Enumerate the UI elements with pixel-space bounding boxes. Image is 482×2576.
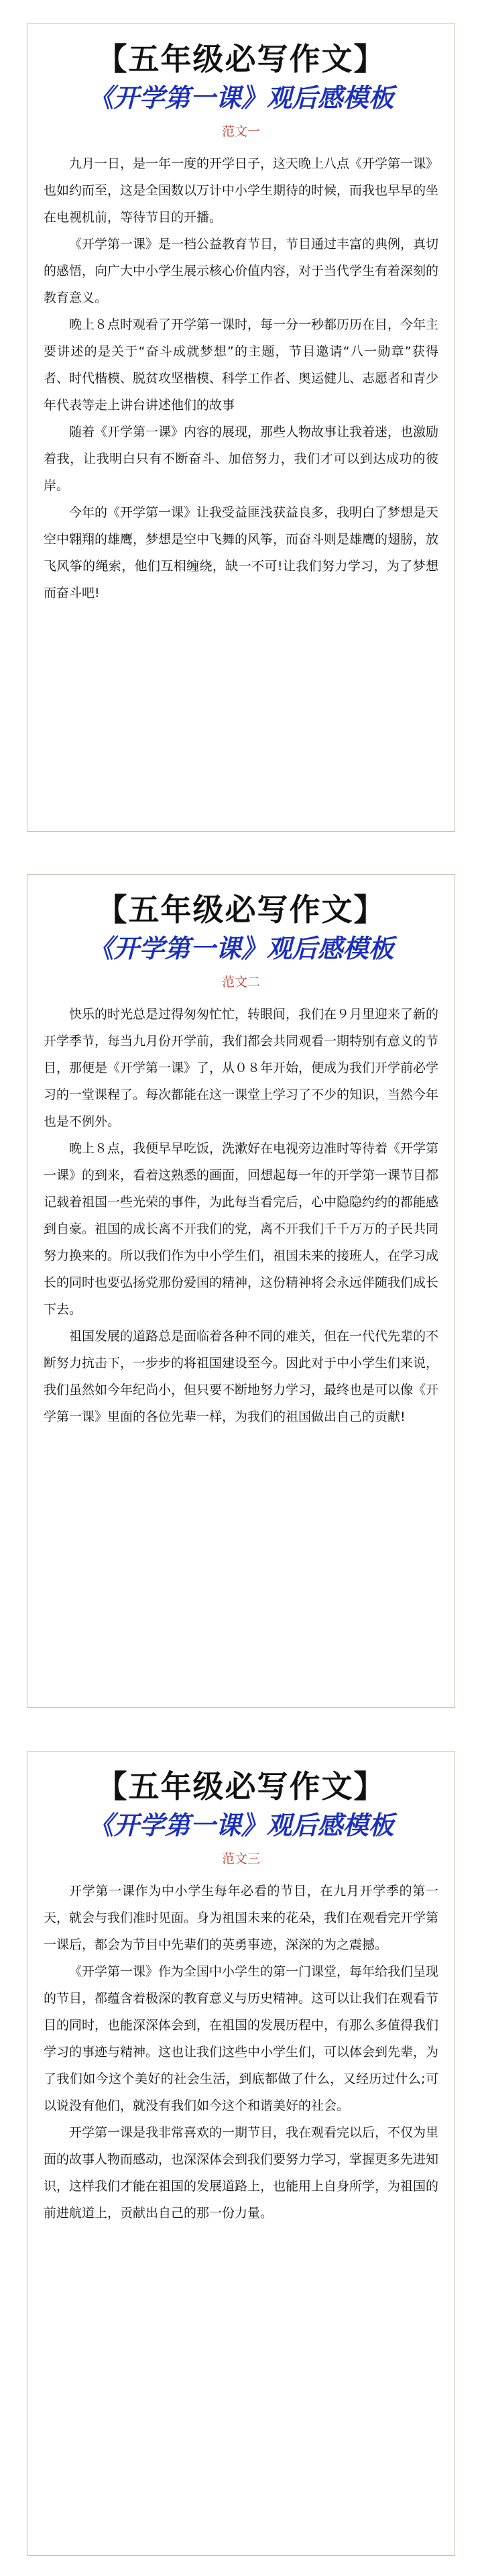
- paragraph: 晚上８点时观看了开学第一课时，每一分一秒都历历在目，今年主要讲述的是关于“奋斗成就梦想”的主题，节目邀请“八一勋章”获得者、时代楷模、脱贫攻坚楷模、科学工作者、奥运健儿、志愿者和青少年代表等走上讲台讲述他们的故事: [44, 317, 439, 413]
- essay-card-2: [27, 874, 455, 1708]
- essay-card-1: [27, 23, 455, 832]
- paragraph: 今年的《开学第一课》让我受益匪浅获益良多，我明白了梦想是天空中翱翔的雄鹰，梦想是空中飞舞的风筝，而奋斗则是雄鹰的翅膀，放飞风筝的绳索，他们互相缠绕，缺一不可!让我们努力学习，为了梦想而奋斗吧!: [44, 505, 439, 600]
- page-title: 【五年级必写作文】: [96, 1768, 386, 1805]
- paragraph: 开学第一课作为中小学生每年必看的节目，在九月开学季的第一天，就会与我们准时见面。身为祖国未来的花朵，我们在观看完开学第一课后，都会为节目中先辈们的英勇事迹，深深的为之震撼。: [44, 1884, 439, 1952]
- essay-subtitle: 《开学第一课》观后感模板: [88, 933, 394, 963]
- essay-body: [27, 1001, 455, 1430]
- paragraph: 九月一日，是一年一度的开学日子，这天晚上八点《开学第一课》也如约而至，这是全国数以万计中小学生期待的时候，而我也早早的坐在电视机前，等待节目的开播。: [44, 156, 439, 225]
- paragraph: 祖国发展的道路总是面临着各种不同的难关，但在一代代先辈的不断努力抗击下，一步步的将祖国建设至今。因此对于中小学生们来说，我们虽然如今年纪尚小，但只要不断地努力学习，最终也是可以像《开学第一课》里面的各位先辈一样，为我们的祖国做出自己的贡献!: [44, 1329, 439, 1424]
- paragraph: 随着《开学第一课》内容的展现，那些人物故事让我着迷，也激励着我，让我明白只有不断奋斗、加倍努力，我们才可以到达成功的彼岸。: [44, 425, 439, 493]
- paragraph: 《开学第一课》是一档公益教育节目，节目通过丰富的典例，真切的感悟，向广大中小学生展示核心价值内容，对于当代学生有着深刻的教育意义。: [44, 237, 439, 305]
- paragraph: 快乐的时光总是过得匆匆忙忙，转眼间，我们在９月里迎来了新的开学季节，每当九月份开学前，我们都会共同观看一期特别有意义的节目，那便是《开学第一课》了，从０８年开始，便成为我们开学前必学习的一堂课程了。每次都能在这一课堂上学习了不少的知识，当然今年也是不例外。: [44, 1007, 439, 1129]
- paragraph: 晚上８点，我便早早吃饭，洗漱好在电视旁边准时等待着《开学第一课》的到来，看着这熟悉的画面，回想起每一年的开学第一课节目都记载着祖国一些光荣的事件，为此每当看完后，心中隐隐约约的都能感到自豪。祖国的成长离不开我们的党，离不开我们千千万万的子民共同努力换来的。所以我们作为中小学生们，祖国未来的接班人，在学习成长的同时也要弘扬党那份爱国的精神，这份精神将会永远伴随我们成长下去。: [44, 1141, 439, 1317]
- essay-body: [27, 1878, 455, 2226]
- paragraph: 《开学第一课》作为全国中小学生的第一门课堂，每年给我们呈现的节目，都蕴含着极深的教育意义与历史精神。这可以让我们在观看节目的同时，也能深深体会到，在祖国的发展历程中，有那么多值得我们学习的事迹与精神。这也让我们这些中小学生们，可以体会到先辈，为了我们如今这个美好的社会生活，到底都做了什么，又经历过什么;可以说没有他们，就没有我们如今这个和谐美好的社会。: [44, 1964, 439, 2113]
- page-title: 【五年级必写作文】: [96, 892, 386, 928]
- paragraph: 开学第一课是我非常喜欢的一期节目，我在观看完以后，不仅为里面的故事人物而感动，也深深体会到我们要努力学习，掌握更多先进知识，这样我们才能在祖国的发展道路上，也能用上自身所学，为祖国的前进航道上，贡献出自己的那一份力量。: [44, 2125, 439, 2220]
- essay-subtitle: 《开学第一课》观后感模板: [88, 83, 394, 113]
- sample-label: 范文三: [221, 1851, 260, 1866]
- essay-subtitle: 《开学第一课》观后感模板: [88, 1810, 394, 1840]
- essay-card-3: [27, 1751, 455, 2556]
- sample-label: 范文二: [221, 975, 260, 989]
- page-title: 【五年级必写作文】: [96, 41, 386, 77]
- essay-body: [27, 150, 455, 606]
- sample-label: 范文一: [221, 124, 260, 139]
